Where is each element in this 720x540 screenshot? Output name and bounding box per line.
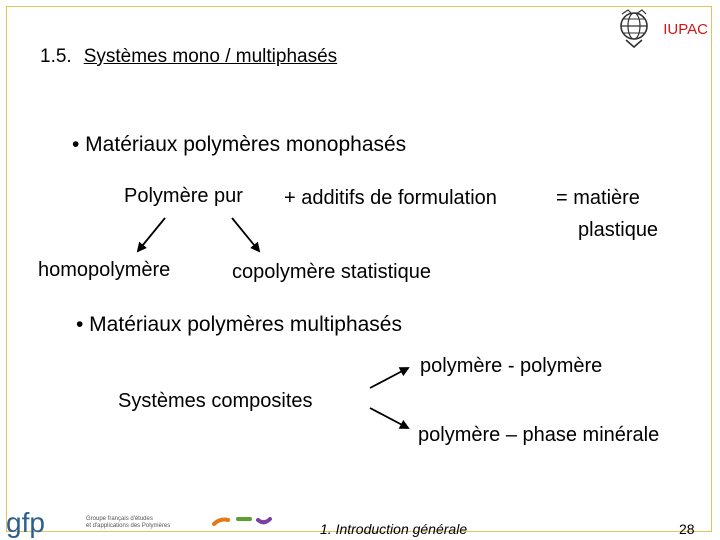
formula-result: = matière (556, 187, 640, 209)
gfp-logo (4, 506, 66, 540)
bullet-monophase: • Matériaux polymères monophasés (72, 133, 407, 156)
iupac-label: IUPAC (663, 21, 708, 38)
formula-polymer: Polymère pur (124, 185, 243, 207)
composite-polymer-mineral: polymère – phase minérale (418, 424, 660, 446)
branch-homopolymer: homopolymère (38, 259, 171, 281)
svg-text:gfp: gfp (6, 507, 45, 538)
title-text: Systèmes mono / multiphasés (83, 46, 338, 67)
title-number: 1.5. (40, 46, 72, 67)
gfp-caption (86, 516, 170, 530)
color-marks-icon (210, 514, 274, 528)
arrow-to-copolymer (232, 218, 259, 251)
branch-copolymer: copolymère statistique (232, 261, 431, 283)
gfp-caption-line1: Groupe français d'études (86, 516, 153, 522)
composite-systems-label: Systèmes composites (118, 390, 313, 412)
formula-result-line2: plastique (578, 219, 659, 241)
page-number: 28 (679, 521, 695, 537)
footer-section: 1. Introduction générale (320, 521, 468, 537)
arrow-to-polymer-mineral (370, 408, 408, 428)
bullet-multiphase: • Matériaux polymères multiphasés (76, 313, 402, 336)
arrow-to-polymer-polymer (370, 368, 408, 388)
gfp-caption-line2: et d'applications des Polymères (86, 523, 171, 529)
arrow-to-homopolymer (138, 218, 165, 251)
composite-polymer-polymer: polymère - polymère (420, 355, 603, 377)
formula-additives: + additifs de formulation (284, 187, 497, 209)
